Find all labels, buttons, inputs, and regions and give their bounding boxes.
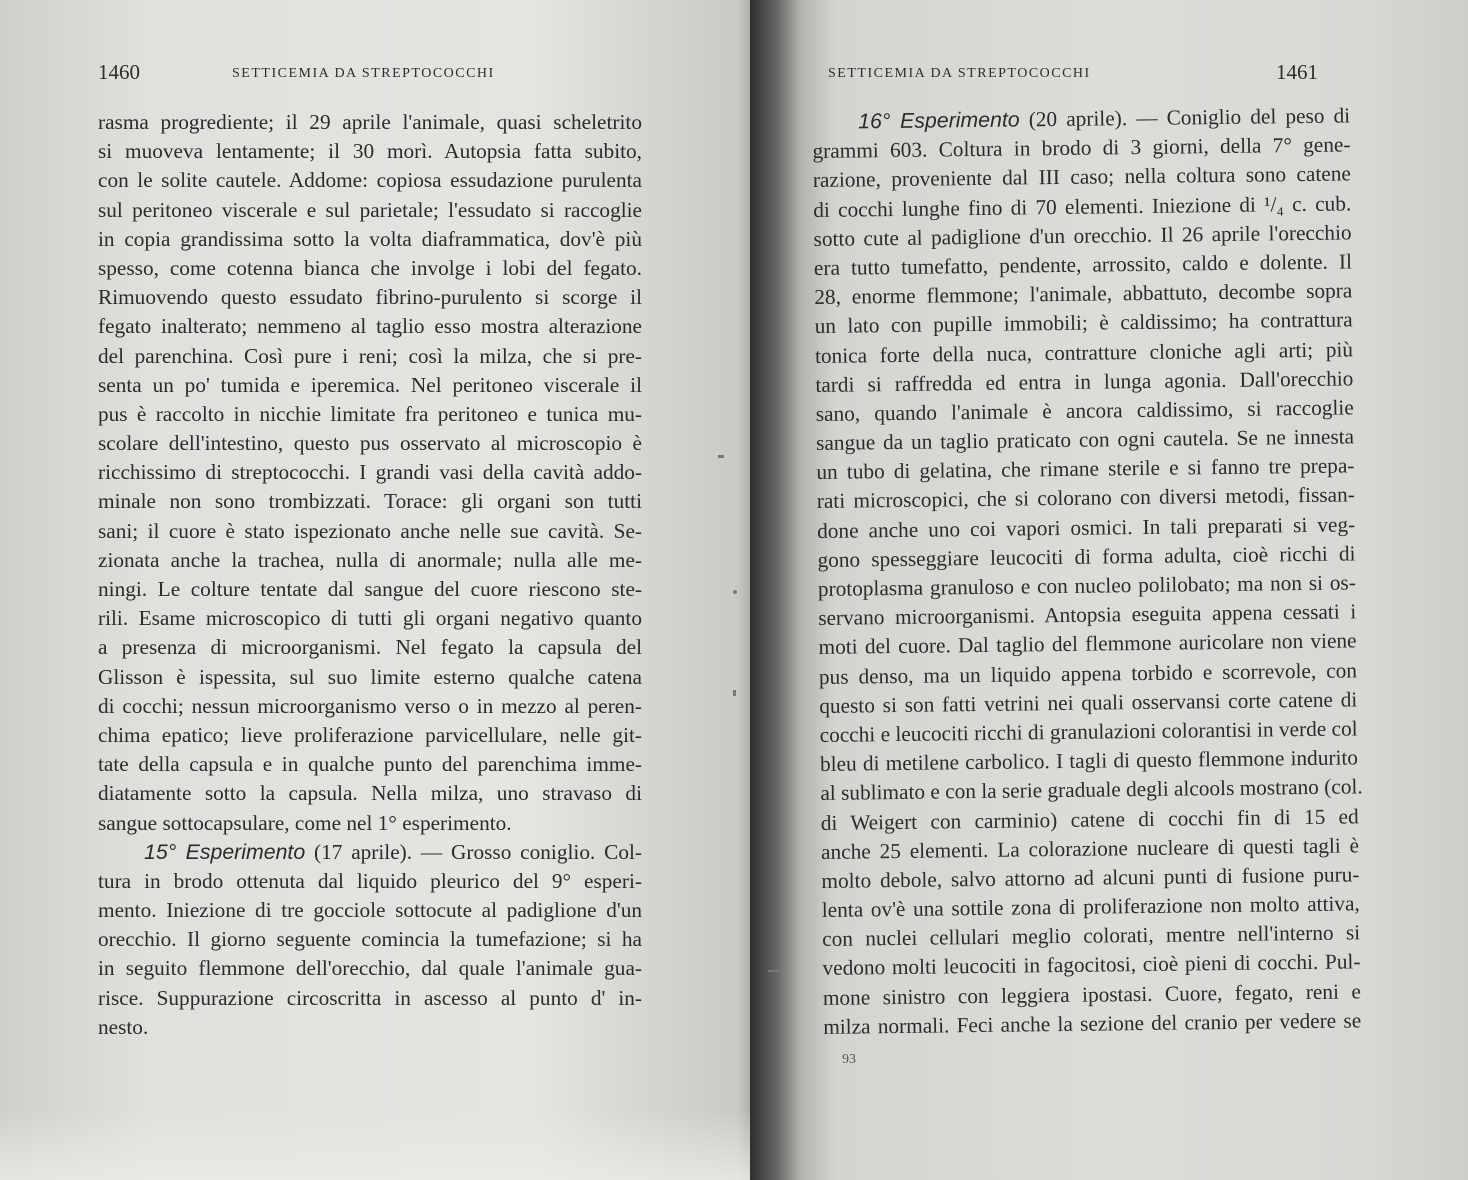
text-line: sangue sottocapsulare, come nel 1° esperimento. — [98, 810, 512, 835]
experiment-16-label: 16° Esperimento — [858, 107, 1020, 134]
right-running-head — [828, 60, 1378, 96]
text-line: minale non sono trombizzati. Torace: gli organi son tutti — [98, 489, 642, 514]
left-running-head — [98, 60, 658, 96]
text-line: orecchio. Il giorno seguente comincia la tumefazione; si ha — [98, 927, 642, 952]
experiment-16-text: (20 aprile). — Coniglio del peso di — [1019, 103, 1351, 132]
text-line: spesso, come cotenna bianca che involge i lobi del fegato. — [98, 255, 642, 280]
signature-mark: 93 — [842, 1052, 856, 1067]
left-page-number: 1460 — [98, 60, 140, 84]
left-body-text — [98, 108, 642, 1042]
text-line: in copia grandissima sotto la volta diaframmatica, dov'è più — [98, 226, 642, 251]
text-line: pus è raccolto in nicchie limitate fra peritoneo e tunica mu- — [98, 401, 642, 426]
right-body-text — [812, 101, 1361, 1042]
text-line: si muoveva lentamente; il 30 morì. Autopsia fatta subito, — [98, 139, 642, 164]
text-line: Glisson è ispessita, sul suo limite esterno qualche catena — [98, 664, 642, 689]
left-running-title: SETTICEMIA DA STREPTOCOCCHI — [232, 66, 495, 81]
text-line: 28, enorme flemmone; l'animale, abbattuto, decombe sopra — [814, 278, 1353, 310]
text-line: cocchi e leucociti ricchi di granulazioni colorantisi in verde col — [819, 716, 1358, 747]
text-line: tura in brodo ottenuta dal liquido pleurico del 9° esperi- — [98, 868, 642, 893]
text-line: senta un po' tumida e iperemica. Nel peritoneo viscerale il — [98, 372, 642, 397]
text-line: rasma progrediente; il 29 aprile l'animale, quasi scheletrito — [98, 110, 642, 134]
gutter-speck — [768, 970, 780, 972]
experiment-15-heading-line — [98, 838, 642, 867]
text-line: un lato con pupille immobili; è caldissimo; ha contrattura — [814, 307, 1353, 339]
text-line: milza normali. Feci anche la sezione del cranio per vedere se — [823, 1008, 1362, 1039]
text-line: moti del cuore. Dal taglio del flemmone auricolare non viene — [818, 628, 1357, 660]
text-line: scolare dell'intestino, questo pus osservato al microscopio è — [98, 431, 642, 456]
text-line: risce. Suppurazione circoscritta in ascesso al punto d' in- — [98, 985, 642, 1010]
text-line: vedono molti leucociti in fagocitosi, cioè pieni di cocchi. Pul- — [822, 949, 1361, 981]
text-line: questo si son fatti vetrini nei quali osservansi corte catene di — [819, 687, 1358, 718]
text-line: ricchissimo di streptococchi. I grandi vasi della cavità addo- — [98, 460, 642, 485]
text-line: lenta ov'è una sottile zona di proliferazione non molto attiva, — [821, 891, 1360, 923]
text-line: Rimuovendo questo essudato fibrino-purulento si scorge il — [98, 285, 642, 310]
text-line: fegato inalterato; nemmeno al taglio esso mostra alterazione — [98, 314, 642, 339]
text-line: mento. Iniezione di tre gocciole sottocute al padiglione d'un — [98, 898, 642, 923]
gutter-speck — [733, 690, 736, 696]
text-line: chima epatico; lieve proliferazione parvicellulare, nelle git- — [98, 722, 642, 747]
text-line: ningi. Le colture tentate dal sangue del cuore riescono ste- — [98, 577, 642, 601]
experiment-15-text: (17 aprile). — Grosso coniglio. Col- — [305, 839, 642, 864]
gutter-speck — [718, 455, 724, 458]
text-line: di cocchi lunghe fino di 70 elementi. Iniezione di ¹/₄ c. cub. — [813, 190, 1352, 222]
text-line: un tubo di gelatina, che rimane sterile e si fanno tre prepa- — [816, 453, 1355, 485]
text-line: di cocchi; nessun microorganismo verso o in mezzo al peren- — [98, 693, 642, 718]
text-line: protoplasma granuloso e con nucleo polilobato; ma non si os- — [817, 570, 1356, 601]
text-line: tate della capsula e in qualche punto del parenchima imme- — [98, 752, 642, 777]
text-line: di Weigert con carminio) catene di cocchi fin di 15 ed — [820, 803, 1359, 835]
text-line: done anche uno coi vapori osmici. In tali preparati si veg- — [817, 512, 1356, 543]
text-line: gono spesseggiare leucociti di forma adulta, cioè ricchi di — [817, 541, 1356, 572]
text-line: mone sinistro con leggiera ipostasi. Cuore, fegato, reni e — [822, 978, 1361, 1010]
text-line: grammi 603. Coltura in brodo di 3 giorni, della 7° gene- — [812, 132, 1351, 164]
text-line: sangue da un taglio praticato con ogni cautela. Se ne innesta — [815, 424, 1355, 456]
text-line: rili. Esame microscopico di tutti gli organi negativo quanto — [98, 606, 642, 631]
text-line: al sublimato e con la serie graduale degli alcools mostrano (col. — [820, 774, 1363, 806]
text-line: a presenza di microorganismi. Nel fegato la capsula del — [98, 635, 642, 660]
text-line: pus denso, ma un liquido appena torbido e scorrevole, con — [818, 657, 1358, 689]
text-line: razione, proveniente dal III caso; nella coltura sono catene — [812, 161, 1351, 193]
gutter-speck — [733, 590, 737, 594]
text-line: diatamente sotto la capsula. Nella milza, uno stravaso di — [98, 781, 642, 806]
text-line: anche 25 elementi. La colorazione nucleare di questi tagli è — [820, 833, 1360, 864]
text-line: zionata anche la trachea, nulla di anormale; nulla alle me- — [98, 547, 642, 572]
text-line: con nuclei cellulari meglio colorati, mentre nell'interno si — [822, 920, 1361, 952]
experiment-15-label: 15° Esperimento — [144, 839, 306, 864]
text-line: molto debole, salvo attorno ad alcuni punti di fusione puru- — [821, 862, 1360, 893]
text-line: del parenchina. Così pure i reni; così la milza, che si pre- — [98, 343, 642, 368]
text-line: sotto cute al padiglione d'un orecchio. Il 26 aprile l'orecchio — [813, 220, 1352, 251]
text-line: tonica forte della nuca, contratture cloniche agli arti; più — [814, 336, 1354, 368]
text-line: servano microorganismi. Antopsia eseguita appena cessati i — [818, 599, 1357, 631]
text-line: sani; il cuore è stato ispezionato anche nelle sue cavità. Se- — [98, 518, 642, 543]
text-line: in seguito flemmone dell'orecchio, dal quale l'animale gua- — [98, 956, 642, 981]
right-page-number: 1461 — [1276, 60, 1318, 84]
text-line: nesto. — [98, 1014, 149, 1039]
text-line: era tutto tumefatto, pendente, arrossito, caldo e dolente. Il — [813, 249, 1353, 280]
text-line: rati microscopici, che si colorano con diversi metodi, fissan- — [816, 482, 1355, 514]
right-running-title: SETTICEMIA DA STREPTOCOCCHI — [828, 66, 1091, 81]
text-line: con le solite cautele. Addome: copiosa essudazione purulenta — [98, 168, 642, 193]
text-line: sul peritoneo viscerale e sul parietale; l'essudato si raccoglie — [98, 197, 642, 222]
text-line: tardi si raffredda ed entra in lunga agonia. Dall'orecchio — [815, 366, 1354, 397]
text-line: sano, quando l'animale è ancora caldissimo, si raccoglie — [815, 395, 1354, 426]
text-line: bleu di metilene carbolico. I tagli di questo flemmone indurito — [819, 745, 1359, 777]
